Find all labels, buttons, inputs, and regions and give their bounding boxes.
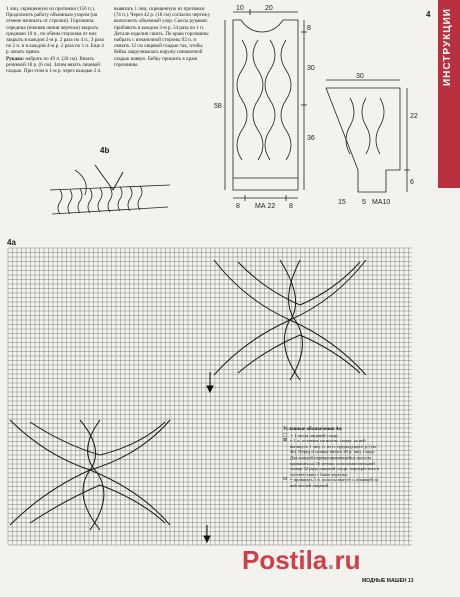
chart-arrows bbox=[204, 372, 213, 542]
crossed-cell-icon: ⊠ bbox=[283, 438, 287, 444]
sleeve-dim-bottom-3: МА10 bbox=[372, 199, 391, 206]
section-title: Рукава: bbox=[6, 55, 25, 62]
paragraph: 1 лиц. скрещенную из протяжки (156 п.). Продолжить работу объемным узором (на отмене начинать от стрелки). Горловина: середина (нижняя линия чертежа) закрыть среднюю 10 п., по обеим сторонам от них закрыть в каждом 2-м р. 2 раза по 4 п., 3 раза по 2 п. и в каждом 4-м р. 2 раза по 1 п. Еще 4 р. вязать прямо. bbox=[6, 6, 104, 56]
sidebar-title: ИНСТРУКЦИИ bbox=[442, 8, 453, 87]
paragraph: Детали изделия сшить. По краю горловины набрать с изнаночной стороны 92 п. и связать 12 см лицевой гладью так, чтобы бейка закручивалась наружу изнаночной гладью наверх. Бейку пришить к краю горловины. bbox=[114, 30, 209, 68]
dim-left: 58 bbox=[214, 103, 222, 110]
sleeve-schematic bbox=[326, 80, 410, 192]
paragraph: вывязать 1 лиц. скрещенную из протяжки (74 п.). Через 42 р. (18 см) согласно чертежу выполнить объемный узор. Скосы рукавов: прибавить в каждом 3-м р. 34 раза по 1 п. bbox=[114, 6, 211, 31]
dot-cell-icon: ⊡ bbox=[283, 477, 287, 483]
sleeve-dim-bottom-1: 15 bbox=[338, 199, 346, 206]
dim-bottom-2: МА 22 bbox=[255, 203, 276, 210]
dim-bottom-3: 8 bbox=[289, 203, 293, 210]
sleeve-dim-top: 30 bbox=[356, 73, 364, 80]
paragraph-text: набрать по 49 п. (30 см). Вязать резинкой 18 р. (6 см). Затем вязать лицевой гладью. При этом в 1-м р. через каждые 2 п. bbox=[6, 55, 102, 75]
stitch-illustration bbox=[50, 165, 170, 214]
sleeve-dim-right-1: 22 bbox=[410, 113, 418, 120]
legend-item bbox=[283, 477, 383, 488]
figure-label-4b: 4b bbox=[100, 146, 110, 155]
figure-label-4: 4 bbox=[426, 10, 431, 19]
chart-legend bbox=[283, 427, 383, 489]
sleeve-dim-right-2: 6 bbox=[410, 179, 414, 186]
dim-right-2: 30 bbox=[307, 65, 315, 72]
page-footer: МОДНЫЕ МАШЕН 13 bbox=[362, 578, 414, 584]
dim-bottom-1: 8 bbox=[236, 203, 240, 210]
dim-top-right: 20 bbox=[265, 5, 273, 12]
dim-right-1: 8 bbox=[307, 25, 311, 32]
empty-cell-icon: □ bbox=[283, 432, 288, 438]
legend-text: = 1 п. оставить на вспом. спице, за ней вытянуть 1 лиц. п. из п. предыдущего р. (см. 4b). Перед и спинку вязать 20 р. лиц. глади. Для каждой перекрещивающейся полосы провязать на 16 петлях со вспомогательной спицы 32 ряда лицевой глади, перекрестить в соответствии с linии чертежа. bbox=[289, 438, 379, 477]
legend-item bbox=[283, 438, 383, 477]
legend-text: = провязать 1 п. полосы вместе с лежащей за ней петлей лицевой bbox=[289, 477, 378, 488]
watermark-logo: Postila.ru bbox=[242, 545, 361, 575]
legend-heading: Условные обозначения 4а: bbox=[283, 427, 343, 432]
sleeve-dim-bottom-2: 5 bbox=[362, 199, 366, 206]
dim-right-3: 36 bbox=[307, 135, 315, 142]
body-schematic bbox=[225, 9, 307, 201]
dim-top-left: 10 bbox=[236, 5, 244, 12]
legend-text: = 1 петля лицевой глади bbox=[290, 432, 338, 438]
figure-label-4a: 4а bbox=[7, 238, 16, 247]
